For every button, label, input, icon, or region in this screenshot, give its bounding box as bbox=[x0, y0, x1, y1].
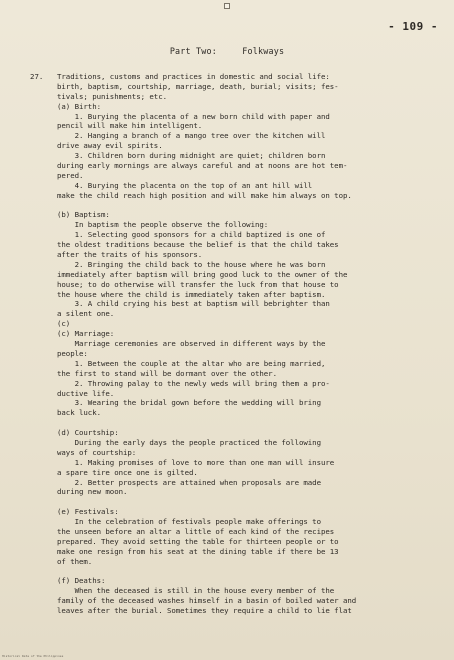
text-line: ductive life. bbox=[57, 388, 115, 398]
part-label: Part Two: bbox=[169, 46, 217, 56]
text-line: 2. Bringing the child back to the house where he was born bbox=[57, 259, 326, 269]
item-number: 27. bbox=[30, 72, 44, 81]
text-line: 2. Throwing palay to the newly weds will bring them a pro- bbox=[57, 378, 330, 388]
text-line: Marriage ceremonies are observed in different ways by the bbox=[57, 339, 326, 349]
text-line bbox=[57, 201, 442, 211]
text-line: during early mornings are always careful and at noons are hot tem- bbox=[57, 161, 348, 171]
text-line: a spare tire once one is gilted. bbox=[57, 467, 198, 477]
text-line: 1. Between the couple at the altar who are being married, bbox=[57, 358, 326, 368]
text-line: of them. bbox=[57, 556, 93, 566]
text-line: 1. Selecting good sponsors for a child baptized is one of bbox=[57, 230, 326, 240]
text-line: Traditions, customs and practices in domestic and social life: bbox=[57, 72, 330, 81]
page-number: - 109 - bbox=[388, 20, 438, 33]
text-line bbox=[57, 497, 442, 507]
text-line: 2. Better prospects are attained when proposals are made bbox=[57, 477, 321, 487]
text-line: house; to do otherwise will transfer the luck from that house to bbox=[57, 279, 339, 289]
text-line: 1. Burying the placenta of a new born child with paper and bbox=[57, 111, 330, 121]
binding-tape-mark bbox=[224, 3, 230, 9]
text-line: family of the deceased washes himself in a basin of boiled water and bbox=[57, 596, 357, 606]
text-line: ways of courtship: bbox=[57, 447, 137, 457]
text-line: 3. Children born during midnight are quiet; children born bbox=[57, 151, 326, 161]
footer-note: Historical Data of the Philippines bbox=[2, 654, 64, 658]
text-line: 3. A child crying his best at baptism will bebrighter than bbox=[57, 299, 330, 309]
text-line: (a) Birth: bbox=[57, 101, 101, 111]
typed-body-text bbox=[57, 72, 442, 616]
text-line: tivals; punishments; etc. bbox=[57, 91, 167, 101]
text-line: 4. Burying the placenta on the top of an ant hill will bbox=[57, 180, 313, 190]
text-line: immediately after baptism will bring good luck to the owner of the bbox=[57, 269, 348, 279]
text-line: make one resign from his seat at the dining table if there be 13 bbox=[57, 546, 339, 556]
part-heading bbox=[0, 46, 454, 56]
text-line: (c) bbox=[57, 319, 71, 329]
text-line: In the celebration of festivals people make offerings to bbox=[57, 517, 321, 527]
text-line: When the deceased is still in the house every member of the bbox=[57, 586, 335, 596]
text-line: (b) Baptism: bbox=[57, 210, 110, 220]
text-line: back luck. bbox=[57, 408, 101, 418]
text-line: people: bbox=[57, 348, 88, 358]
text-line: pered. bbox=[57, 170, 84, 180]
text-line: the unseen before an altar a little of each kind of the recipes bbox=[57, 526, 335, 536]
text-line: (c) Marriage: bbox=[57, 329, 115, 339]
text-line: 3. Wearing the bridal gown before the wedding will bring bbox=[57, 398, 321, 408]
text-line: the oldest traditions because the belief is that the child takes bbox=[57, 240, 339, 250]
text-line: (f) Deaths: bbox=[57, 576, 106, 586]
text-line: the house where the child is immediately taken after baptism. bbox=[57, 289, 326, 299]
text-line: During the early days the people practiced the following bbox=[57, 437, 321, 447]
text-line bbox=[57, 418, 442, 428]
text-line: during new moon. bbox=[57, 487, 128, 497]
text-line bbox=[57, 567, 442, 577]
text-line: (d) Courtship: bbox=[57, 428, 119, 438]
text-line: (e) Festivals: bbox=[57, 507, 119, 517]
text-line: 2. Hanging a branch of a mango tree over the kitchen will bbox=[57, 131, 326, 141]
text-line: In baptism the people observe the following: bbox=[57, 220, 269, 230]
text-line: a silent one. bbox=[57, 309, 115, 319]
part-title: Folkways bbox=[242, 46, 285, 56]
text-line: the first to stand will be dormant over the other. bbox=[57, 368, 277, 378]
text-line: leaves after the burial. Sometimes they require a child to lie flat bbox=[57, 606, 352, 616]
text-line: make the child reach high position and will make him always on top. bbox=[57, 190, 352, 200]
text-line: drive away evil spirits. bbox=[57, 141, 163, 151]
text-line: after the traits of his sponsors. bbox=[57, 250, 203, 260]
text-line: 1. Making promises of love to more than one man will insure bbox=[57, 457, 335, 467]
text-line: prepared. They avoid setting the table for thirteen people or to bbox=[57, 536, 339, 546]
text-line: birth, baptism, courtship, marriage, death, burial; visits; fes- bbox=[57, 81, 339, 91]
text-line: pencil will make him intelligent. bbox=[57, 121, 203, 131]
